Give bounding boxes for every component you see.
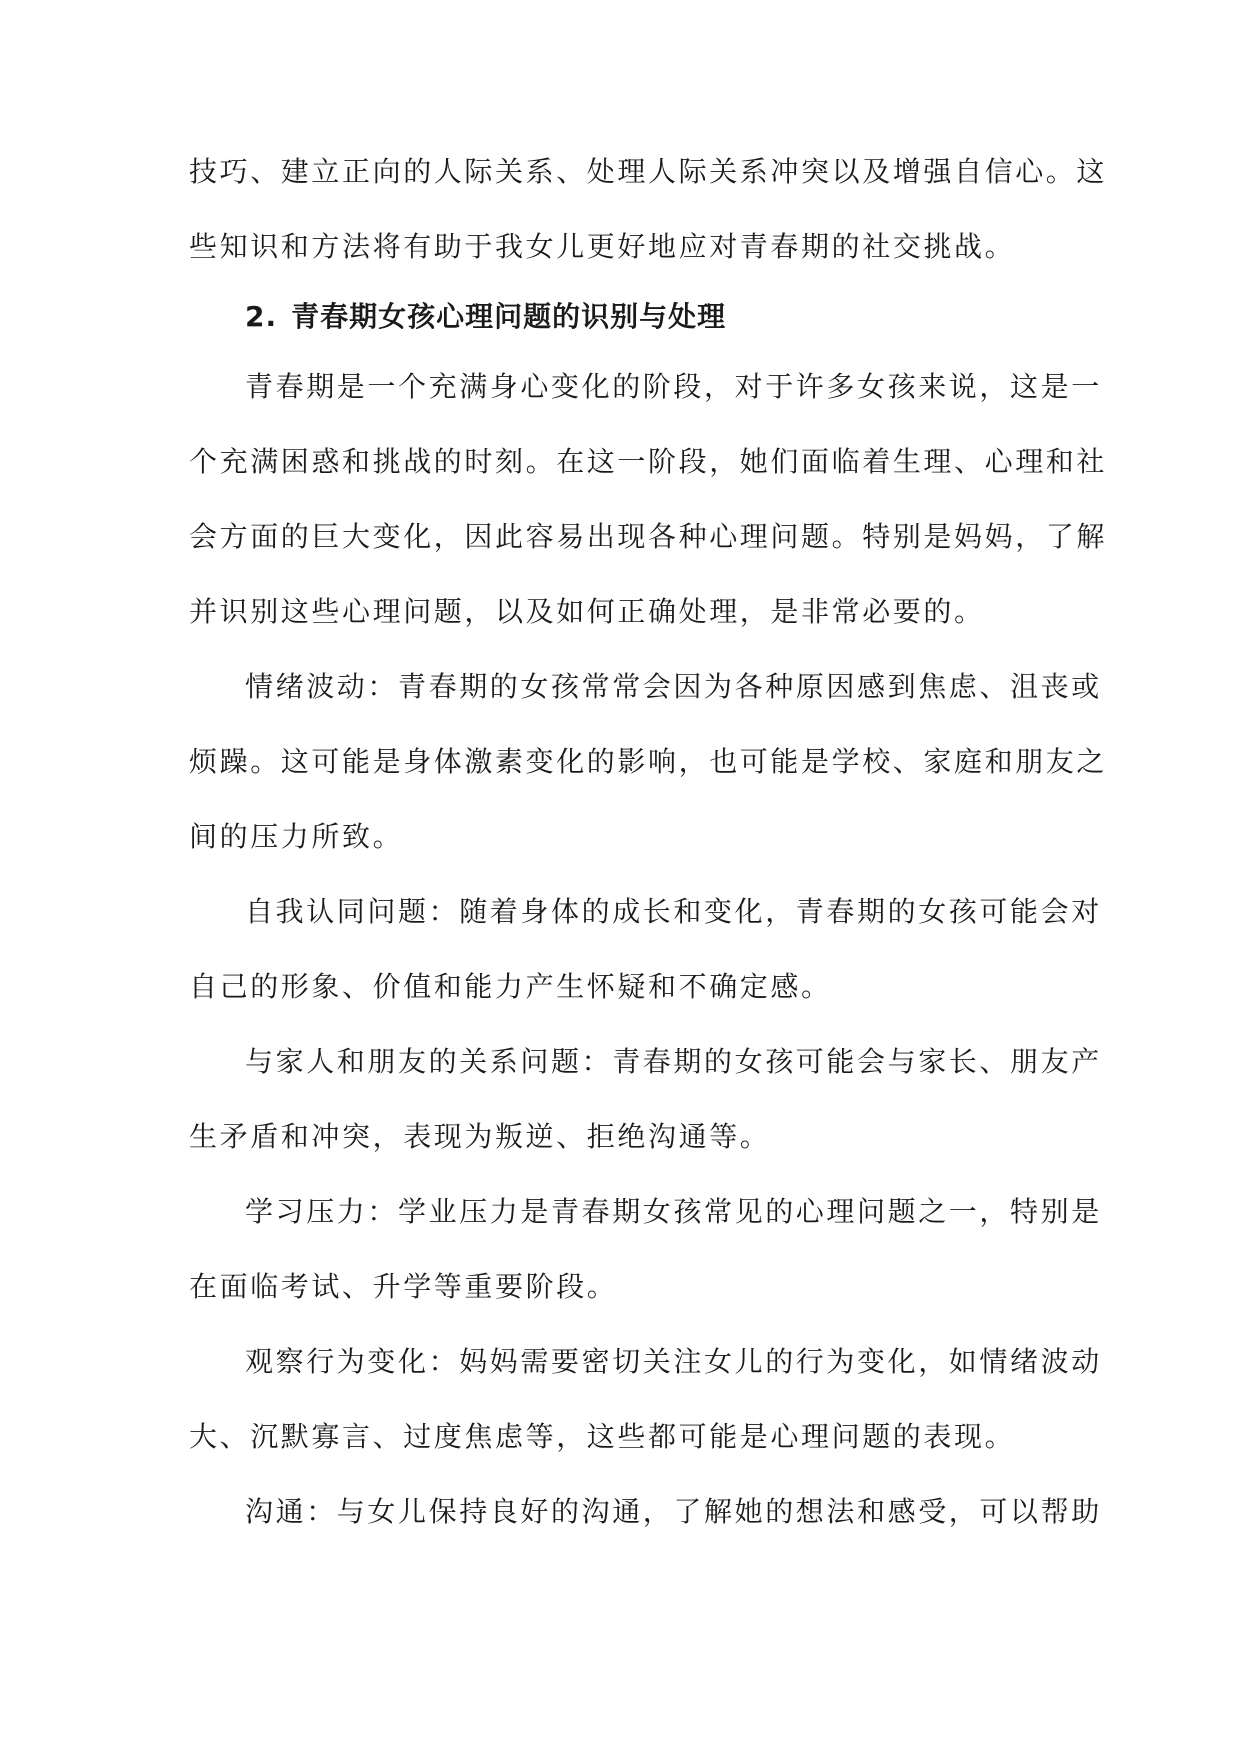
paragraph-line: 自我认同问题：随着身体的成长和变化，青春期的女孩可能会对: [245, 895, 1102, 928]
section-heading: [245, 297, 1113, 337]
paragraph-line: 在面临考试、升学等重要阶段。: [189, 1270, 618, 1303]
paragraph-line: 自己的形象、价值和能力产生怀疑和不确定感。: [189, 970, 832, 1003]
paragraph-line: 生矛盾和冲突，表现为叛逆、拒绝沟通等。: [189, 1120, 771, 1153]
paragraph-line: 沟通：与女儿保持良好的沟通，了解她的想法和感受，可以帮助: [245, 1495, 1102, 1528]
paragraph-line: 并识别这些心理问题，以及如何正确处理，是非常必要的。: [189, 595, 985, 628]
paragraph-line: 与家人和朋友的关系问题：青春期的女孩可能会与家长、朋友产: [245, 1045, 1102, 1078]
text-line: 些知识和方法将有助于我女儿更好地应对青春期的社交挑战。: [189, 230, 1016, 263]
paragraph-line: 间的压力所致。: [189, 820, 404, 853]
paragraph-line: 大、沉默寡言、过度焦虑等，这些都可能是心理问题的表现。: [189, 1420, 1016, 1453]
paragraph-line: 会方面的巨大变化，因此容易出现各种心理问题。特别是妈妈，了解: [189, 520, 1108, 553]
text-line: 技巧、建立正向的人际关系、处理人际关系冲突以及增强自信心。这: [189, 155, 1108, 188]
paragraph-line: 情绪波动：青春期的女孩常常会因为各种原因感到焦虑、沮丧或: [245, 670, 1102, 703]
paragraph-line: 青春期是一个充满身心变化的阶段，对于许多女孩来说，这是一: [245, 370, 1102, 403]
paragraph-line: 学习压力：学业压力是青春期女孩常见的心理问题之一，特别是: [245, 1195, 1102, 1228]
section-number: 2.: [245, 300, 278, 333]
paragraph-line: 个充满困惑和挑战的时刻。在这一阶段，她们面临着生理、心理和社: [189, 445, 1108, 478]
section-title: 青春期女孩心理问题的识别与处理: [291, 300, 727, 333]
paragraph-line: 观察行为变化：妈妈需要密切关注女儿的行为变化，如情绪波动: [245, 1345, 1102, 1378]
paragraph-line: 烦躁。这可能是身体激素变化的影响，也可能是学校、家庭和朋友之: [189, 745, 1108, 778]
